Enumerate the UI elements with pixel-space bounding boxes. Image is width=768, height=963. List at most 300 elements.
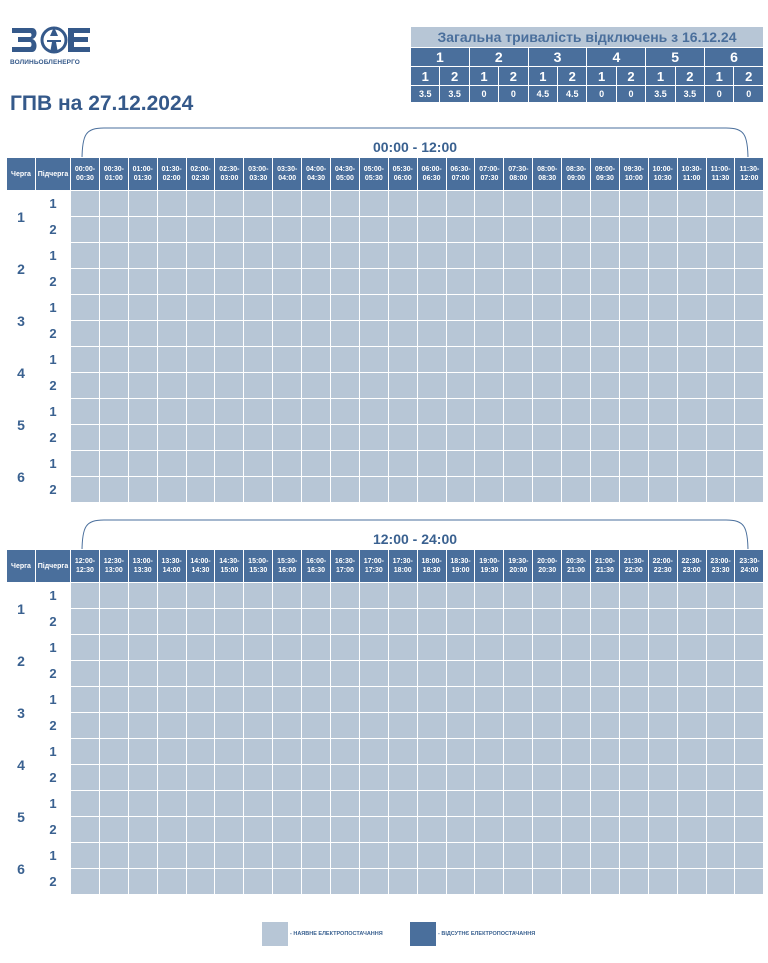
slot-cell-power-on — [417, 217, 446, 243]
slot-cell-power-on — [619, 765, 648, 791]
table-row — [7, 817, 764, 843]
slot-cell-power-on — [533, 791, 562, 817]
slot-cell-power-on — [562, 713, 591, 739]
slot-cell-power-on — [619, 243, 648, 269]
slot-cell-power-on — [359, 687, 388, 713]
slot-cell-power-on — [244, 399, 273, 425]
legend-label-off: - ВІДСУТНЄ ЕЛЕКТРОПОСТАЧАННЯ — [438, 931, 536, 937]
slot-cell-power-on — [591, 635, 620, 661]
slot-cell-power-on — [359, 869, 388, 895]
slot-cell-power-on — [648, 269, 677, 295]
slot-cell-power-on — [388, 817, 417, 843]
slot-cell-power-on — [244, 635, 273, 661]
slot-cell-power-on — [359, 477, 388, 503]
time-slot-header — [359, 550, 388, 583]
slot-cell-power-on — [619, 739, 648, 765]
time-slot-header — [359, 158, 388, 191]
queue-label: 3 — [7, 295, 36, 347]
slot-cell-power-on — [99, 661, 128, 687]
queue-label: 5 — [7, 399, 36, 451]
slot-cell-power-on — [331, 869, 360, 895]
slot-cell-power-on — [359, 583, 388, 609]
slot-cell-power-on — [706, 477, 735, 503]
slot-cell-power-on — [157, 869, 186, 895]
time-slot-header — [735, 550, 764, 583]
slot-cell-power-on — [273, 765, 302, 791]
slot-cell-power-on — [562, 583, 591, 609]
time-slot-end: 10:30 — [653, 175, 672, 182]
slot-cell-power-on — [677, 425, 706, 451]
slot-cell-power-on — [71, 635, 100, 661]
time-slot-end: 16:30 — [307, 567, 326, 574]
slot-cell-power-on — [417, 609, 446, 635]
slot-cell-power-on — [475, 477, 504, 503]
slot-cell-power-on — [475, 635, 504, 661]
slot-cell-power-on — [562, 373, 591, 399]
slot-cell-power-on — [359, 661, 388, 687]
slot-cell-power-on — [273, 451, 302, 477]
slot-cell-power-on — [706, 373, 735, 399]
slot-cell-power-on — [273, 399, 302, 425]
slot-cell-power-on — [417, 477, 446, 503]
queue-label: 4 — [7, 347, 36, 399]
slot-cell-power-on — [388, 791, 417, 817]
slot-cell-power-on — [71, 373, 100, 399]
slot-cell-power-on — [591, 765, 620, 791]
time-slot-start: 19:00- — [479, 558, 500, 565]
slot-cell-power-on — [157, 373, 186, 399]
time-slot-end: 01:30 — [133, 175, 152, 182]
slot-cell-power-on — [533, 765, 562, 791]
time-slot-start: 07:00- — [479, 166, 500, 173]
slot-cell-power-on — [99, 713, 128, 739]
slot-cell-power-on — [186, 843, 215, 869]
time-slot-start: 20:30- — [565, 558, 587, 565]
slot-cell-power-on — [157, 713, 186, 739]
summary-subqueue: 2 — [676, 67, 704, 85]
subqueue-label: 1 — [36, 347, 71, 373]
slot-cell-power-on — [648, 425, 677, 451]
slot-cell-power-on — [331, 191, 360, 217]
slot-cell-power-on — [648, 583, 677, 609]
slot-cell-power-on — [706, 635, 735, 661]
slot-cell-power-on — [735, 243, 764, 269]
slot-cell-power-on — [71, 609, 100, 635]
slot-cell-power-on — [128, 243, 157, 269]
time-slot-end: 12:00 — [740, 175, 759, 182]
slot-cell-power-on — [735, 269, 764, 295]
time-slot-header — [677, 550, 706, 583]
subqueue-label: 2 — [36, 321, 71, 347]
slot-cell-power-on — [648, 477, 677, 503]
slot-cell-power-on — [591, 843, 620, 869]
time-slot-start: 09:00- — [594, 166, 616, 173]
slot-cell-power-on — [417, 451, 446, 477]
slot-cell-power-on — [533, 425, 562, 451]
time-slot-start: 12:00- — [74, 558, 96, 565]
summary-hours: 0 — [499, 86, 527, 102]
slot-cell-power-on — [562, 661, 591, 687]
slot-cell-power-on — [273, 791, 302, 817]
slot-cell-power-on — [619, 713, 648, 739]
slot-cell-power-on — [417, 791, 446, 817]
slot-cell-power-on — [244, 869, 273, 895]
slot-cell-power-on — [619, 399, 648, 425]
slot-cell-power-on — [533, 451, 562, 477]
slot-cell-power-on — [735, 347, 764, 373]
slot-cell-power-on — [533, 321, 562, 347]
slot-cell-power-on — [331, 661, 360, 687]
slot-cell-power-on — [99, 295, 128, 321]
subqueue-label: 1 — [36, 791, 71, 817]
slot-cell-power-on — [302, 713, 331, 739]
slot-cell-power-on — [388, 399, 417, 425]
slot-cell-power-on — [128, 635, 157, 661]
slot-cell-power-on — [359, 373, 388, 399]
table-row — [7, 269, 764, 295]
slot-cell-power-on — [128, 713, 157, 739]
slot-cell-power-on — [562, 635, 591, 661]
table-row — [7, 373, 764, 399]
subqueue-label: 2 — [36, 609, 71, 635]
time-slot-start: 17:00- — [363, 558, 384, 565]
slot-cell-power-on — [677, 869, 706, 895]
slot-cell-power-on — [302, 451, 331, 477]
slot-cell-power-on — [475, 765, 504, 791]
slot-cell-power-on — [706, 869, 735, 895]
queue-label: 3 — [7, 687, 36, 739]
slot-cell-power-on — [186, 635, 215, 661]
slot-cell-power-on — [388, 635, 417, 661]
slot-cell-power-on — [331, 791, 360, 817]
time-slot-end: 14:00 — [162, 567, 181, 574]
slot-cell-power-on — [446, 609, 475, 635]
slot-cell-power-on — [128, 817, 157, 843]
slot-cell-power-on — [533, 243, 562, 269]
slot-cell-power-on — [417, 739, 446, 765]
slot-cell-power-on — [706, 687, 735, 713]
time-slot-end: 23:00 — [682, 567, 701, 574]
slot-cell-power-on — [562, 295, 591, 321]
slot-cell-power-on — [388, 869, 417, 895]
slot-cell-power-on — [244, 373, 273, 399]
summary-subqueue: 1 — [705, 67, 733, 85]
slot-cell-power-on — [388, 477, 417, 503]
subqueue-label: 1 — [36, 243, 71, 269]
slot-cell-power-on — [619, 269, 648, 295]
time-slot-header — [331, 158, 360, 191]
slot-cell-power-on — [475, 583, 504, 609]
slot-cell-power-on — [417, 817, 446, 843]
subqueue-label: 1 — [36, 687, 71, 713]
slot-cell-power-on — [417, 295, 446, 321]
table-row — [7, 191, 764, 217]
slot-cell-power-on — [591, 451, 620, 477]
slot-cell-power-on — [533, 295, 562, 321]
slot-cell-power-on — [71, 269, 100, 295]
time-slot-start: 10:30- — [681, 166, 702, 173]
slot-cell-power-on — [388, 661, 417, 687]
time-slot-start: 09:30- — [623, 166, 644, 173]
slot-cell-power-on — [302, 817, 331, 843]
legend-swatch-off — [410, 922, 436, 946]
time-slot-header — [648, 550, 677, 583]
time-slot-end: 19:30 — [480, 567, 499, 574]
slot-cell-power-on — [533, 191, 562, 217]
time-slot-start: 02:30- — [219, 166, 240, 173]
time-slot-header — [446, 158, 475, 191]
time-slot-end: 15:00 — [220, 567, 239, 574]
slot-cell-power-on — [735, 477, 764, 503]
slot-cell-power-on — [591, 661, 620, 687]
subqueue-label: 2 — [36, 817, 71, 843]
range-label: 00:00 - 12:00 — [372, 139, 458, 155]
slot-cell-power-on — [331, 243, 360, 269]
subqueue-label: 2 — [36, 869, 71, 895]
slot-cell-power-on — [591, 347, 620, 373]
slot-cell-power-on — [186, 583, 215, 609]
time-slot-end: 06:00 — [393, 175, 412, 182]
slot-cell-power-on — [99, 399, 128, 425]
slot-cell-power-on — [735, 583, 764, 609]
table-row — [7, 791, 764, 817]
slot-cell-power-on — [446, 713, 475, 739]
slot-cell-power-on — [619, 687, 648, 713]
time-slot-start: 01:00- — [132, 166, 153, 173]
legend-label-on: - НАЯВНЕ ЕЛЕКТРОПОСТАЧАННЯ — [290, 931, 383, 937]
slot-cell-power-on — [562, 869, 591, 895]
slot-cell-power-on — [273, 661, 302, 687]
slot-cell-power-on — [99, 217, 128, 243]
slot-cell-power-on — [619, 347, 648, 373]
summary-subqueue: 1 — [470, 67, 498, 85]
slot-cell-power-on — [128, 661, 157, 687]
subqueue-label: 2 — [36, 373, 71, 399]
slot-cell-power-on — [186, 399, 215, 425]
slot-cell-power-on — [706, 765, 735, 791]
slot-cell-power-on — [244, 583, 273, 609]
slot-cell-power-on — [215, 451, 244, 477]
slot-cell-power-on — [157, 791, 186, 817]
time-slot-end: 17:30 — [364, 567, 383, 574]
slot-cell-power-on — [215, 869, 244, 895]
slot-cell-power-on — [99, 817, 128, 843]
slot-cell-power-on — [677, 399, 706, 425]
slot-cell-power-on — [215, 477, 244, 503]
slot-cell-power-on — [99, 243, 128, 269]
slot-cell-power-on — [677, 661, 706, 687]
slot-cell-power-on — [417, 373, 446, 399]
slot-cell-power-on — [591, 295, 620, 321]
slot-cell-power-on — [359, 843, 388, 869]
slot-cell-power-on — [735, 817, 764, 843]
slot-cell-power-on — [504, 243, 533, 269]
slot-cell-power-on — [99, 477, 128, 503]
slot-cell-power-on — [99, 269, 128, 295]
slot-cell-power-on — [677, 295, 706, 321]
slot-cell-power-on — [504, 451, 533, 477]
slot-cell-power-on — [504, 347, 533, 373]
time-slot-start: 14:30- — [219, 558, 240, 565]
time-slot-start: 21:30- — [623, 558, 644, 565]
slot-cell-power-on — [157, 817, 186, 843]
slot-cell-power-on — [388, 347, 417, 373]
slot-cell-power-on — [562, 843, 591, 869]
slot-cell-power-on — [71, 817, 100, 843]
slot-cell-power-on — [735, 451, 764, 477]
slot-cell-power-on — [475, 217, 504, 243]
slot-cell-power-on — [302, 687, 331, 713]
slot-cell-power-on — [273, 609, 302, 635]
slot-cell-power-on — [186, 739, 215, 765]
slot-cell-power-on — [648, 347, 677, 373]
slot-cell-power-on — [273, 243, 302, 269]
time-slot-start: 23:30- — [739, 558, 760, 565]
slot-cell-power-on — [475, 791, 504, 817]
slot-cell-power-on — [71, 477, 100, 503]
slot-cell-power-on — [446, 635, 475, 661]
slot-cell-power-on — [157, 739, 186, 765]
slot-cell-power-on — [677, 817, 706, 843]
time-slot-header — [735, 158, 764, 191]
time-slot-start: 23:00- — [710, 558, 731, 565]
slot-cell-power-on — [735, 635, 764, 661]
slot-cell-power-on — [157, 425, 186, 451]
slot-cell-power-on — [475, 817, 504, 843]
slot-cell-power-on — [677, 347, 706, 373]
slot-cell-power-on — [648, 765, 677, 791]
slot-cell-power-on — [475, 321, 504, 347]
time-slot-header — [331, 550, 360, 583]
slot-cell-power-on — [244, 191, 273, 217]
slot-cell-power-on — [302, 373, 331, 399]
slot-cell-power-on — [244, 791, 273, 817]
slot-cell-power-on — [273, 191, 302, 217]
slot-cell-power-on — [273, 425, 302, 451]
slot-cell-power-on — [186, 373, 215, 399]
slot-cell-power-on — [533, 477, 562, 503]
slot-cell-power-on — [706, 661, 735, 687]
slot-cell-power-on — [71, 687, 100, 713]
slot-cell-power-on — [71, 347, 100, 373]
slot-cell-power-on — [359, 243, 388, 269]
time-slot-header — [533, 158, 562, 191]
slot-cell-power-on — [215, 321, 244, 347]
slot-cell-power-on — [446, 347, 475, 373]
slot-cell-power-on — [244, 713, 273, 739]
time-slot-header — [648, 158, 677, 191]
slot-cell-power-on — [186, 765, 215, 791]
slot-cell-power-on — [735, 687, 764, 713]
time-slot-start: 11:30- — [739, 166, 760, 173]
slot-cell-power-on — [475, 451, 504, 477]
slot-cell-power-on — [186, 451, 215, 477]
slot-cell-power-on — [417, 843, 446, 869]
table-row — [7, 399, 764, 425]
slot-cell-power-on — [186, 817, 215, 843]
slot-cell-power-on — [591, 217, 620, 243]
time-slot-start: 22:00- — [652, 558, 673, 565]
time-slot-end: 03:00 — [220, 175, 239, 182]
slot-cell-power-on — [359, 321, 388, 347]
time-slot-end: 18:30 — [422, 567, 441, 574]
slot-cell-power-on — [677, 269, 706, 295]
slot-cell-power-on — [735, 399, 764, 425]
slot-cell-power-on — [533, 217, 562, 243]
time-slot-header — [591, 158, 620, 191]
slot-cell-power-on — [244, 425, 273, 451]
slot-cell-power-on — [244, 739, 273, 765]
summary-subqueue: 2 — [734, 67, 763, 85]
slot-cell-power-on — [388, 217, 417, 243]
slot-cell-power-on — [128, 425, 157, 451]
summary-title: Загальна тривалість відключень з 16.12.24 — [411, 27, 763, 47]
queue-label: 2 — [7, 243, 36, 295]
summary-hours: 0 — [617, 86, 645, 102]
slot-cell-power-on — [244, 269, 273, 295]
slot-cell-power-on — [244, 451, 273, 477]
slot-cell-power-on — [648, 817, 677, 843]
slot-cell-power-on — [128, 765, 157, 791]
slot-cell-power-on — [71, 451, 100, 477]
slot-cell-power-on — [388, 713, 417, 739]
time-slot-header — [706, 158, 735, 191]
slot-cell-power-on — [677, 635, 706, 661]
slot-cell-power-on — [533, 373, 562, 399]
slot-cell-power-on — [533, 843, 562, 869]
slot-cell-power-on — [157, 661, 186, 687]
column-header-queue: Черга — [7, 158, 36, 191]
subqueue-label: 2 — [36, 269, 71, 295]
time-slot-start: 11:00- — [710, 166, 731, 173]
slot-cell-power-on — [504, 713, 533, 739]
slot-cell-power-on — [71, 399, 100, 425]
slot-cell-power-on — [128, 477, 157, 503]
slot-cell-power-on — [504, 817, 533, 843]
slot-cell-power-on — [215, 269, 244, 295]
table-row — [7, 765, 764, 791]
slot-cell-power-on — [648, 217, 677, 243]
time-slot-start: 15:30- — [277, 558, 298, 565]
slot-cell-power-on — [735, 843, 764, 869]
slot-cell-power-on — [706, 243, 735, 269]
slot-cell-power-on — [302, 583, 331, 609]
slot-cell-power-on — [99, 765, 128, 791]
slot-cell-power-on — [475, 191, 504, 217]
slot-cell-power-on — [99, 321, 128, 347]
slot-cell-power-on — [331, 713, 360, 739]
slot-cell-power-on — [302, 477, 331, 503]
slot-cell-power-on — [677, 609, 706, 635]
slot-cell-power-on — [302, 217, 331, 243]
slot-cell-power-on — [273, 817, 302, 843]
slot-cell-power-on — [331, 817, 360, 843]
time-slot-header — [388, 550, 417, 583]
schedule-table-morning — [6, 157, 764, 503]
slot-cell-power-on — [735, 217, 764, 243]
slot-cell-power-on — [619, 373, 648, 399]
slot-cell-power-on — [71, 739, 100, 765]
time-slot-end: 03:30 — [249, 175, 268, 182]
slot-cell-power-on — [417, 347, 446, 373]
time-slot-start: 08:00- — [537, 166, 558, 173]
slot-cell-power-on — [99, 425, 128, 451]
slot-cell-power-on — [417, 765, 446, 791]
slot-cell-power-on — [735, 739, 764, 765]
time-slot-end: 08:00 — [509, 175, 528, 182]
summary-subqueue: 1 — [529, 67, 557, 85]
slot-cell-power-on — [359, 765, 388, 791]
